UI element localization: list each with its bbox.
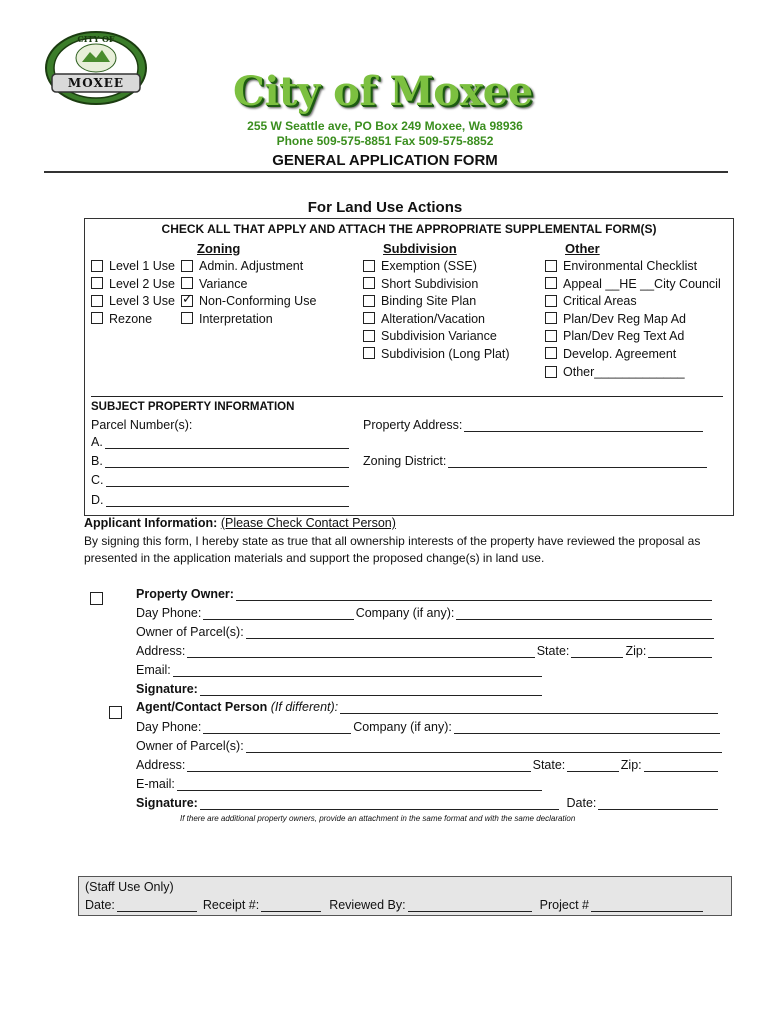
checkbox-item[interactable] [545, 329, 721, 347]
staff-use-row: Date: Receipt #: Reviewed By: Project # [85, 898, 705, 912]
owner-email-field[interactable]: Email: [136, 663, 544, 677]
applicant-statement-2: presented in the application materials and support the proposed change(s) in land use. [84, 551, 545, 565]
checkbox-item[interactable] [181, 259, 316, 277]
checkbox-item[interactable] [91, 259, 175, 277]
checkbox-item[interactable] [363, 312, 510, 330]
owner-phone-row: Day Phone: Company (if any): [136, 606, 714, 620]
form-title: GENERAL APPLICATION FORM [272, 152, 498, 169]
checkbox-checked[interactable] [181, 295, 193, 307]
parcel-field-d[interactable]: D. [91, 493, 351, 507]
checkbox[interactable] [91, 277, 103, 289]
parcel-label: Parcel Number(s): [91, 418, 193, 432]
agent-address-row: Address: State: Zip: [136, 758, 720, 772]
zoning-district-field[interactable]: Zoning District: [363, 454, 709, 468]
checkbox[interactable] [91, 260, 103, 272]
checkbox-item[interactable] [363, 347, 510, 365]
applicant-statement-1: By signing this form, I hereby state as true that all ownership interests of the property have reviewed the proposal as [84, 534, 701, 548]
agent-email-field[interactable]: E-mail: [136, 777, 544, 791]
checkbox-label: Plan/Dev Reg Text Ad [563, 329, 685, 343]
checkbox[interactable] [545, 366, 557, 378]
subdivision-column [363, 259, 510, 364]
zoning-column [181, 259, 316, 329]
staff-date-input[interactable] [117, 899, 197, 912]
checkbox[interactable] [363, 260, 375, 272]
checkbox-item[interactable] [363, 277, 510, 295]
checkbox-label: Appeal __HE __City Council [563, 276, 721, 291]
checkbox[interactable] [363, 347, 375, 359]
checkbox[interactable] [91, 312, 103, 324]
levels-column [91, 259, 175, 329]
owner-phone-input[interactable] [203, 607, 353, 620]
agent-heading-field[interactable]: Agent/Contact Person (If different): [136, 700, 720, 714]
agent-state-input[interactable] [567, 759, 618, 772]
city-seal-logo [44, 28, 148, 106]
checkbox-item[interactable] [181, 277, 316, 295]
owner-company-input[interactable] [456, 607, 712, 620]
checkbox-label: Alteration/Vacation [381, 311, 485, 326]
actions-box [84, 218, 734, 516]
checkbox[interactable] [545, 330, 557, 342]
actions-title: For Land Use Actions [307, 199, 463, 216]
checkbox[interactable] [363, 312, 375, 324]
checkbox-item[interactable] [181, 294, 316, 312]
agent-parcels-field[interactable]: Owner of Parcel(s): [136, 739, 724, 753]
checkbox-label: Short Subdivision [381, 276, 479, 291]
checkbox-label: Subdivision (Long Plat) [381, 346, 510, 361]
checkbox-item[interactable] [545, 365, 721, 383]
other-column [545, 259, 721, 383]
agent-contact-checkbox[interactable] [109, 706, 122, 719]
owner-address-input[interactable] [187, 645, 534, 658]
checkbox[interactable] [181, 277, 193, 289]
property-address-field[interactable]: Property Address: [363, 418, 705, 432]
checkbox-label: Plan/Dev Reg Map Ad [563, 311, 686, 326]
header-divider [44, 171, 728, 173]
staff-project-input[interactable] [591, 899, 703, 912]
checkbox-item[interactable] [545, 347, 721, 365]
checkbox-label: Binding Site Plan [381, 294, 477, 308]
checkbox-item[interactable] [545, 294, 721, 312]
agent-signature-row: Signature: Date: [136, 796, 720, 810]
actions-instruction: CHECK ALL THAT APPLY AND ATTACH THE APPROPRIATE SUPPLEMENTAL FORM(S) [161, 222, 657, 236]
staff-use-box [78, 876, 732, 916]
checkbox-label: Non-Conforming Use [199, 294, 317, 308]
checkbox-item[interactable] [545, 312, 721, 330]
agent-signature-input[interactable] [200, 797, 559, 810]
parcel-field-c[interactable]: C. [91, 473, 351, 487]
agent-zip-input[interactable] [644, 759, 718, 772]
checkbox[interactable] [181, 260, 193, 272]
checkbox-label: Level 1 Use [109, 259, 176, 273]
seal-lettering-top: CITY OF [77, 34, 115, 44]
checkbox-item[interactable] [363, 294, 510, 312]
zoning-header: Zoning [197, 241, 241, 256]
other-header: Other [565, 241, 600, 256]
staff-receipt-input[interactable] [261, 899, 321, 912]
agent-date-input[interactable] [598, 797, 718, 810]
checkbox-item[interactable] [545, 259, 721, 277]
agent-phone-input[interactable] [203, 721, 351, 734]
parcel-field-a[interactable]: A. [91, 435, 351, 449]
checkbox[interactable] [545, 295, 557, 307]
city-title: City of Moxee [233, 68, 533, 115]
footnote: If there are additional property owners, provide an attachment in the same format and with the same declaration [180, 814, 576, 823]
property-heading: SUBJECT PROPERTY INFORMATION [91, 401, 295, 413]
staff-reviewed-input[interactable] [408, 899, 532, 912]
checkbox-label: Critical Areas [563, 294, 637, 308]
checkbox[interactable] [545, 312, 557, 324]
checkbox-label: Other_____________ [563, 365, 685, 379]
checkbox-item[interactable] [181, 312, 316, 330]
checkbox[interactable] [363, 295, 375, 307]
checkbox-label: Environmental Checklist [563, 259, 698, 273]
parcel-field-b[interactable]: B. [91, 454, 351, 468]
checkbox-item[interactable] [91, 277, 175, 295]
checkbox-label: Variance [199, 276, 248, 291]
checkbox-label: Admin. Adjustment [199, 259, 304, 273]
owner-state-input[interactable] [571, 645, 623, 658]
checkbox[interactable] [363, 330, 375, 342]
checkbox-label: Level 3 Use [109, 294, 176, 308]
city-phone-fax: Phone 509-575-8851 Fax 509-575-8852 [276, 134, 494, 148]
checkbox[interactable] [181, 312, 193, 324]
owner-parcels-field[interactable]: Owner of Parcel(s): [136, 625, 716, 639]
applicant-note: (Please Check Contact Person) [220, 516, 396, 530]
agent-address-input[interactable] [187, 759, 530, 772]
applicant-line [84, 516, 396, 530]
checkbox-item[interactable] [545, 277, 721, 295]
agent-company-input[interactable] [454, 721, 720, 734]
owner-zip-input[interactable] [648, 645, 712, 658]
actions-divider [91, 396, 723, 397]
checkbox-label: Develop. Agreement [563, 346, 677, 361]
owner-heading-field[interactable]: Property Owner: [136, 587, 714, 601]
checkbox[interactable] [91, 295, 103, 307]
checkbox[interactable] [545, 277, 557, 289]
staff-use-heading: (Staff Use Only) [85, 880, 174, 894]
checkbox-label: Level 2 Use [109, 276, 176, 291]
checkbox-label: Interpretation [199, 311, 273, 326]
checkbox[interactable] [545, 347, 557, 359]
seal-lettering-name: MOXEE [67, 76, 125, 90]
checkbox-item[interactable] [91, 294, 175, 312]
owner-contact-checkbox[interactable] [90, 592, 103, 605]
checkbox-label: Subdivision Variance [381, 329, 497, 343]
checkbox-item[interactable] [363, 259, 510, 277]
checkbox[interactable] [363, 277, 375, 289]
owner-signature-field[interactable]: Signature: [136, 682, 544, 696]
checkbox-label: Exemption (SSE) [381, 259, 477, 273]
applicant-label: Applicant Information: [84, 516, 218, 530]
checkbox-item[interactable] [91, 312, 175, 330]
subdivision-header: Subdivision [383, 241, 457, 256]
owner-address-row: Address: State: Zip: [136, 644, 714, 658]
checkbox-item[interactable] [363, 329, 510, 347]
checkbox[interactable] [545, 260, 557, 272]
city-address: 255 W Seattle ave, PO Box 249 Moxee, Wa 98936 [247, 119, 523, 133]
checkbox-label: Rezone [109, 311, 153, 326]
agent-phone-row: Day Phone: Company (if any): [136, 720, 722, 734]
